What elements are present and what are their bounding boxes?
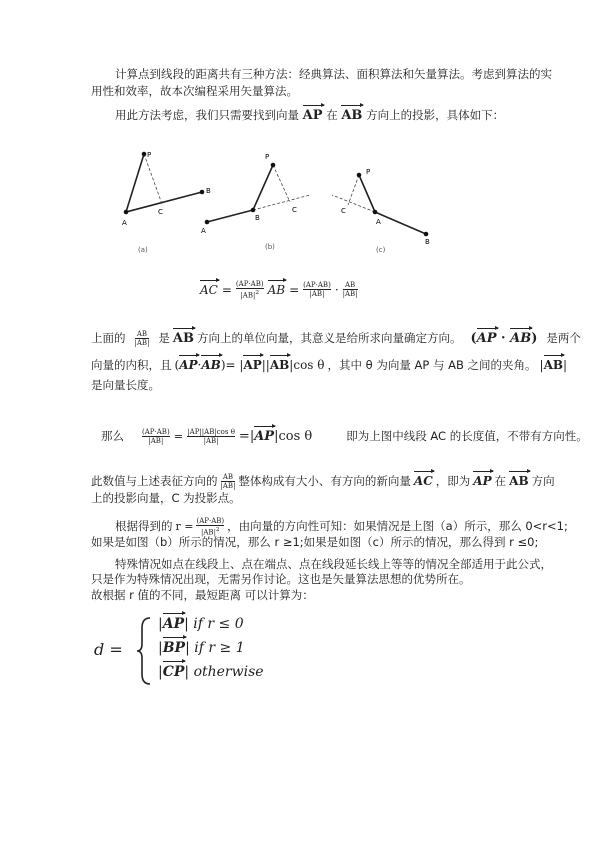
vector-ab: AB [509, 474, 529, 488]
segment-ab [126, 192, 202, 212]
fraction-unit-vector: $\frac{AB}{|AB|}$ [342, 281, 358, 299]
vector-ab: AB [172, 331, 194, 346]
point-p [357, 173, 362, 178]
case-2: |BP| if r ≥ 1 [158, 640, 245, 656]
denominator: $|AB|^2$ [240, 290, 260, 300]
point-b [424, 232, 429, 237]
piecewise-distance-formula [94, 612, 294, 690]
fraction-unit-vector: $\frac{AB}{|AB|}$ [134, 330, 150, 347]
segment-ab [375, 212, 426, 234]
paragraph-intro-line1: 计算点到线段的距离共有三种方法：经典算法、面积算法和矢量算法。考虑到算法的实 [115, 67, 552, 81]
paragraph-r-value: 根据得到的 r = $\frac{(AP\cdot AB)}{|AB|^2}$ ，由向量的方向性可知：如果情况是上图（a）所示，那么 0<r<1; [115, 517, 568, 537]
label-c: C [158, 208, 163, 216]
perpendicular-pc [144, 154, 162, 204]
d-label: d = [94, 640, 123, 659]
dot-sign: · [334, 282, 339, 297]
fraction-r: $\frac{(AP\cdot AB)}{|AB|^2}$ [196, 517, 225, 537]
segment-bp [253, 165, 273, 210]
label-b: B [425, 238, 430, 246]
label-a: A [122, 219, 127, 227]
dot-product: (AP · AB) [470, 331, 538, 346]
text-segment: 方向上的投影，具体如下： [366, 108, 505, 122]
segment-ab [207, 210, 253, 222]
segment-ap [126, 154, 144, 212]
extension-line [253, 195, 310, 210]
label-p: P [366, 168, 371, 176]
fraction-length: $\frac{(AP\cdot AB)}{|AB|}$ [303, 281, 331, 299]
paragraph-r-cases: 如果是如图（b）所示的情况，那么 r ≥1;如果是如图（c）所示的情况，那么得到 r ≤0; [91, 535, 539, 549]
label-c: C [341, 207, 346, 215]
perpendicular-pc [348, 175, 359, 205]
paragraph-method [115, 108, 504, 123]
left-brace [136, 616, 154, 686]
caption-b: (b) [265, 243, 275, 251]
paragraph-distance-intro: 故根据 r 值的不同，最短距离 可以计算为： [91, 588, 314, 602]
label-b: B [206, 187, 211, 195]
vector-ab: AB [341, 108, 363, 123]
vector-ap: AP [302, 108, 323, 123]
text-segment: 用此方法考虑，我们只需要找到向量 [115, 108, 299, 122]
fraction-scalar: $\frac{(AP\cdot AB)}{|AB|}$ [142, 428, 170, 445]
equals-sign: = [221, 282, 232, 297]
label-b: B [255, 214, 260, 222]
case-3: |CP| otherwise [158, 664, 264, 680]
numerator: (AP·AB) [235, 280, 264, 288]
fraction-projection [236, 280, 264, 299]
paragraph-inner-product: 向量的内积，且 (AP·AB)= |AP||AB|cos θ ，其中 θ 为向量 AP 与 AB 之间的夹角。 |AB| [91, 358, 568, 372]
perpendicular-pc [273, 165, 290, 202]
point-a [205, 220, 210, 225]
figure-b [201, 153, 310, 251]
vector-ac: AC [200, 282, 218, 297]
figure-c [332, 168, 430, 254]
point-a [124, 210, 129, 215]
inner-product-formula: (AP·AB)= |AP||AB|cos θ [174, 358, 325, 372]
paragraph-projection-point: 上的投影向量，C 为投影点。 [91, 491, 241, 505]
label-c: C [292, 206, 297, 214]
segment-ap [359, 175, 375, 212]
label-a: A [376, 218, 381, 226]
case-1: |AP| if r ≤ 0 [158, 616, 244, 632]
figure-a [122, 151, 211, 254]
equals-sign: = [289, 282, 300, 297]
paragraph-projection-vector: 此数值与上述表征方向的 $\frac{AB}{|AB|}$ 整体构成有大小、有方向的新向量 AC ，即为 AP 在 AB 方向 [91, 473, 555, 490]
vector-ab: AB [267, 282, 286, 297]
vector-ac: AC [413, 474, 433, 488]
fraction-unit-vector: $\frac{AB}{|AB|}$ [220, 473, 236, 490]
point-b [251, 208, 256, 213]
point-a [373, 210, 378, 215]
label-p: P [265, 153, 270, 161]
paragraph-special-cases-line2: 只是作为特殊情况出现，无需另作讨论。这也是矢量算法思想的优势所在。 [91, 572, 471, 586]
label-a: A [201, 227, 206, 235]
paragraph-special-cases-line1: 特殊情况如点在线段上、点在端点、点在线段延长线上等等的情况全部适用于此公式， [115, 557, 552, 571]
vector-ap: AP [473, 474, 492, 488]
paragraph-intro-line2: 用性和效率，故本次编程采用矢量算法。 [91, 84, 298, 98]
label-p: P [147, 151, 152, 159]
ab-length: |AB| [539, 358, 568, 372]
text-segment: 在 [326, 108, 338, 122]
point-b [200, 190, 205, 195]
r-label: r = [175, 520, 194, 534]
caption-c: (c) [376, 246, 386, 254]
paragraph-length: 是向量长度。 [91, 378, 160, 392]
paragraph-unit-vector: 上面的 $\frac{AB}{|AB|}$ 是 AB 方向上的单位向量，其意义是给所求向量确定方向。 (AP · AB) 是两个 [91, 330, 581, 347]
caption-a: (a) [138, 246, 148, 254]
point-p [271, 163, 276, 168]
point-p [142, 152, 147, 157]
fraction-cos: $\frac{\text{|AP||AB|cos θ}}{|AB|}$ [187, 428, 235, 445]
paragraph-scalar-projection: 那么 $\frac{(AP\cdot AB)}{|AB|}$ = $\frac{\text{|AP||AB|cos θ}}{|AB|}$ =|AP|cos θ 即为上图中线段 AC 的长度值，不带有方向性。 [101, 428, 588, 445]
ap-cos-theta: =|AP|cos θ [238, 429, 313, 444]
formula-ac [200, 280, 358, 299]
projection-figure [110, 140, 450, 260]
